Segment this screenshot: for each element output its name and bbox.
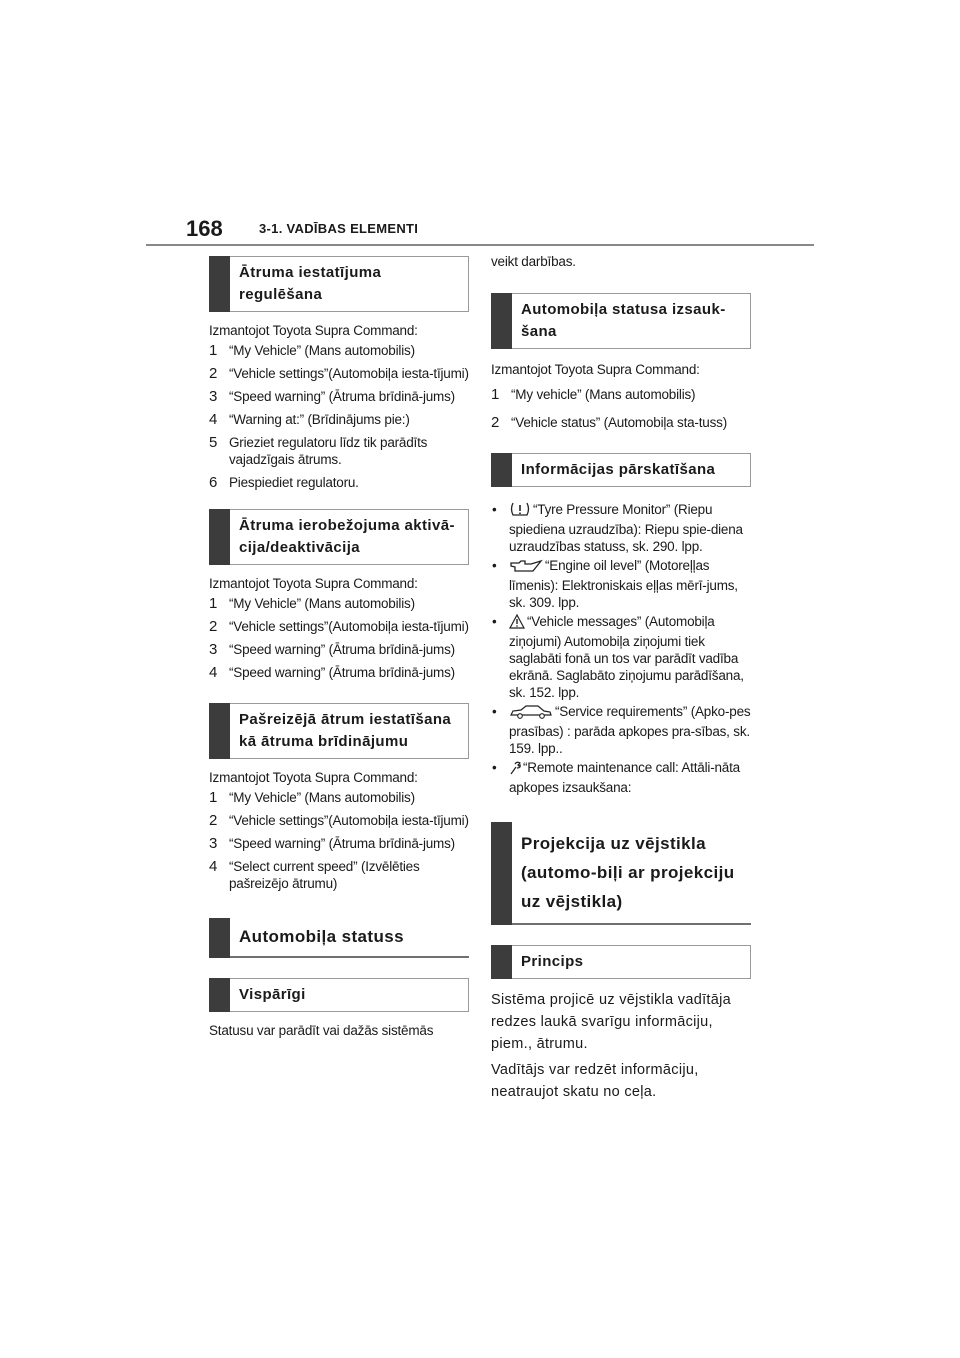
step-item: 6 Piespiediet regulatoru. [209, 474, 359, 491]
oil-can-icon [509, 559, 543, 577]
hud-paragraph-2: Vadītājs var redzēt informāciju, neatraujot skatu no ceļa. [491, 1062, 699, 1100]
car-service-icon [509, 705, 553, 723]
step-item: 3 “Speed warning” (Ātruma brīdinā-jums) [209, 835, 455, 852]
step-item: 5 Grieziet regulatoru līdz tik parādīts vajadzīgais ātrums. [209, 434, 428, 467]
heading-vehicle-status: Automobiļa statuss [209, 918, 469, 958]
section-title: 3-1. VADĪBAS ELEMENTI [259, 221, 419, 236]
heading-principle: Princips [491, 945, 751, 979]
step-item: 4 “Speed warning” (Ātruma brīdinā-jums) [209, 664, 455, 681]
step-item: 1 “My vehicle” (Mans automobilis) [491, 386, 696, 403]
step-item: 2 “Vehicle settings”(Automobiļa iesta-tījumi) [209, 365, 469, 382]
hud-paragraph-1: Sistēma projicē uz vējstikla vadītāja redzes laukā svarīgu informāciju, piem., ātrumu. [491, 992, 731, 1052]
heading-speed-limit: Ātruma ierobežojuma aktivā-cija/deaktivācija [209, 509, 469, 565]
list-item: • “Tyre Pressure Monitor” (Riepu spiediena uzraudzība): Riepu spie-diena uzraudzības statuss, sk. 290. lpp. [491, 501, 751, 555]
intro-text: Izmantojot Toyota Supra Command: [209, 576, 418, 591]
steps-list-speed-adjust [209, 342, 469, 491]
intro-text: Izmantojot Toyota Supra Command: [209, 770, 418, 785]
page-number: 168 [186, 216, 223, 241]
step-item: 1 “My Vehicle” (Mans automobilis) [209, 342, 415, 359]
header-divider [146, 244, 814, 246]
heading-status-call: Automobiļa statusa izsauk-šana [491, 293, 751, 349]
right-column [491, 256, 751, 1103]
list-item: • “Vehicle messages” (Automobiļa ziņojumi) Automobiļa ziņojumi tiek saglabāti fonā un tos var parādīt vadība ekrānā. Saglabāto ziņojumu parādīšana, sk. 152. lpp. [491, 613, 751, 701]
step-item: 2 “Vehicle settings”(Automobiļa iesta-tījumi) [209, 812, 469, 829]
tyre-pressure-icon [509, 501, 531, 521]
step-item: 1 “My Vehicle” (Mans automobilis) [209, 595, 415, 612]
page-header [146, 214, 814, 246]
step-item: 2 “Vehicle settings”(Automobiļa iesta-tījumi) [209, 618, 469, 635]
heading-hud: Projekcija uz vējstikla (automo-biļi ar projekciju uz vējstikla) [491, 822, 751, 925]
continuation-text: veikt darbības. [491, 254, 576, 269]
step-item: 3 “Speed warning” (Ātruma brīdinā-jums) [209, 641, 455, 658]
heading-general: Vispārīgi [209, 978, 469, 1012]
step-item: 1 “My Vehicle” (Mans automobilis) [209, 789, 415, 806]
wrench-icon [509, 761, 521, 779]
list-item: • “Engine oil level” (Motoreļļas līmenis): Elektroniskais eļļas mērī-jums, sk. 309. lpp. [491, 557, 751, 611]
heading-speed-adjust: Ātruma iestatījuma regulēšana [209, 256, 469, 312]
steps-list-current-speed [209, 789, 469, 892]
intro-text: Izmantojot Toyota Supra Command: [209, 323, 418, 338]
list-item: • “Service requirements” (Apko-pes prasības) : parāda apkopes pra-sības, sk. 159. lpp.. [491, 703, 751, 757]
list-item: • “Remote maintenance call: Attāli-nāta apkopes izsaukšana: [491, 759, 751, 796]
heading-info-view: Informācijas pārskatīšana [491, 453, 751, 487]
step-item: 3 “Speed warning” (Ātruma brīdinā-jums) [209, 388, 455, 405]
intro-text: Izmantojot Toyota Supra Command: [491, 362, 700, 377]
step-item: 4 “Warning at:” (Brīdinājums pie:) [209, 411, 410, 428]
info-bullet-list [491, 501, 751, 796]
step-item: 4 “Select current speed” (Izvēlēties pašreizējo ātrumu) [209, 858, 420, 891]
warning-triangle-icon [509, 614, 525, 633]
left-column [209, 256, 469, 1040]
steps-list-speed-limit [209, 595, 469, 681]
status-text: Statusu var parādīt vai dažās sistēmās [209, 1023, 434, 1038]
heading-current-speed: Pašreizējā ātrum iestatīšana kā ātruma brīdinājumu [209, 703, 469, 759]
steps-list-status-call [491, 383, 751, 435]
step-item: 2 “Vehicle status” (Automobiļa sta-tuss) [491, 414, 727, 431]
